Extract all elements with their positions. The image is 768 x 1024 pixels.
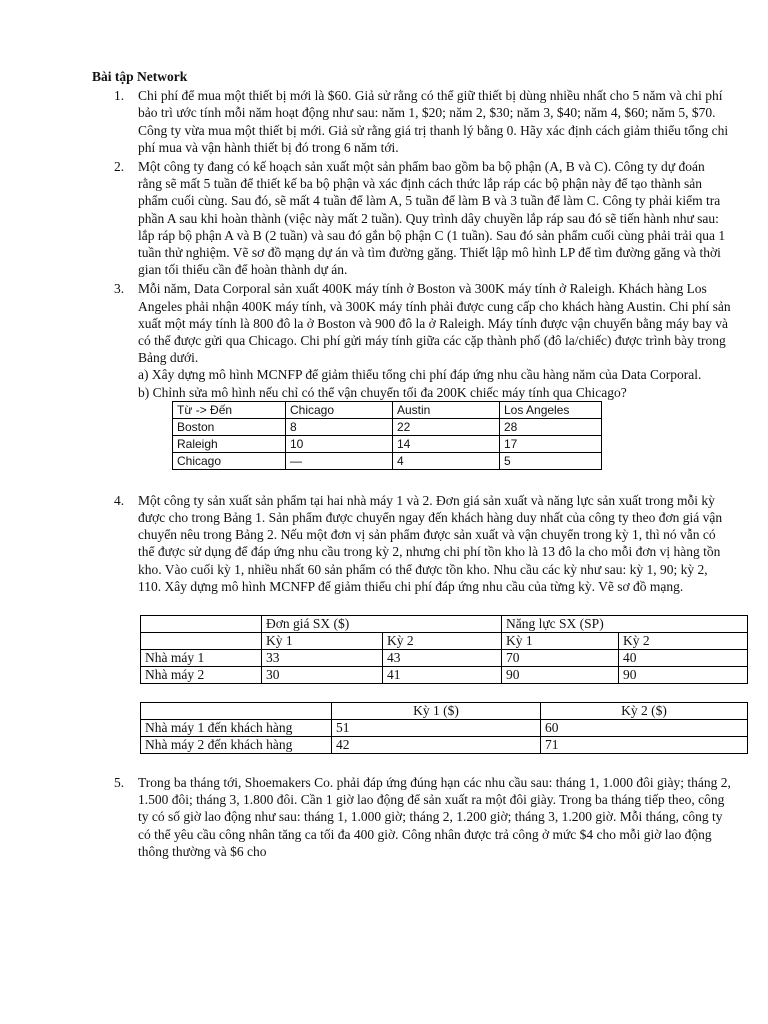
problem-part-b: b) Chỉnh sửa mô hình nếu chỉ có thể vận chuyển tối đa 200K chiếc máy tính qua Chicago? [138, 384, 627, 400]
table-header-row [173, 401, 602, 418]
problem-number: 4. [114, 492, 125, 508]
table-cell: 33 [262, 650, 383, 667]
table-cell: Nhà máy 2 [141, 667, 262, 684]
table-subheader-row [141, 633, 748, 650]
table-cell: 10 [286, 435, 393, 452]
table-row [141, 650, 748, 667]
table-header-cell [141, 616, 262, 633]
problem-2 [92, 158, 732, 278]
table-header-cell: Los Angeles [500, 401, 602, 418]
table-header-cell: Năng lực SX (SP) [502, 616, 748, 633]
table-cell: Boston [173, 418, 286, 435]
table-cell: Chicago [173, 452, 286, 469]
table-row [141, 667, 748, 684]
table-header-cell: Đơn giá SX ($) [262, 616, 502, 633]
table-cell: 5 [500, 452, 602, 469]
problem-5 [92, 774, 732, 860]
table-header-cell: Kỳ 1 [262, 633, 383, 650]
problem-number: 5. [114, 775, 125, 791]
problem-text: Trong ba tháng tới, Shoemakers Co. phải đáp ứng đúng hạn các nhu cầu sau: tháng 1, 1.000 đôi giày; tháng 2, 1.500 đôi; tháng 3, 1.800 đôi. Cần 1 giờ lao động để sản xuất ra một đôi giày. Trong ba tháng tiếp theo, công ty có số giờ lao động như sau: tháng 1, 1.000 giờ; tháng 2, 1.200 giờ; tháng 3, 1.200 giờ. Mỗi tháng, công ty có thể yêu cầu công nhân tăng ca tối đa 400 giờ. Công nhân được trả công ở mức $4 cho mỗi giờ lao động thông thường và $6 cho [138, 775, 731, 859]
transport-cost-table [140, 702, 748, 754]
table-cell: 70 [502, 650, 619, 667]
table-cell: — [286, 452, 393, 469]
table-row [173, 418, 602, 435]
table-cell: 8 [286, 418, 393, 435]
table-header-cell: Kỳ 2 [619, 633, 748, 650]
table-header-cell: Kỳ 2 ($) [541, 703, 748, 720]
table-cell: 41 [383, 667, 502, 684]
table-cell: 60 [541, 720, 748, 737]
document-title: Bài tập Network [92, 69, 188, 84]
table-cell: 42 [332, 737, 541, 754]
table-cell: 17 [500, 435, 602, 452]
table-row [173, 452, 602, 469]
table-cell: 28 [500, 418, 602, 435]
table-cell: Nhà máy 1 [141, 650, 262, 667]
table-row [141, 737, 748, 754]
table-cell: 71 [541, 737, 748, 754]
table-row [173, 435, 602, 452]
problem-number: 3. [114, 281, 125, 297]
problem-4 [92, 492, 732, 754]
table-cell: Nhà máy 2 đến khách hàng [141, 737, 332, 754]
problem-3 [92, 280, 732, 469]
table-header-cell: Kỳ 2 [383, 633, 502, 650]
table-cell: 51 [332, 720, 541, 737]
table-cell: 43 [383, 650, 502, 667]
table-cell: 30 [262, 667, 383, 684]
table-header-cell [141, 633, 262, 650]
problem-1 [92, 87, 732, 156]
table-header-row [141, 703, 748, 720]
problem-text: Chi phí để mua một thiết bị mới là $60. Giả sử rằng có thể giữ thiết bị dùng nhiều nhất cho 5 năm và chi phí bảo trì ước tính mỗi năm hoạt động như sau: năm 1, $20; năm 2, $30; năm 3, $40; năm 4, $60; năm 5, $70. Công ty vừa mua một thiết bị mới. Giả sử rằng giá trị thanh lý bằng 0. Hãy xác định cách giảm thiểu tổng chi phí mua và vận hành thiết bị đó trong 6 năm tới. [138, 88, 729, 155]
table-header-cell: Austin [393, 401, 500, 418]
problem-number: 2. [114, 159, 125, 175]
document-page [92, 68, 732, 862]
table-header-cell [141, 703, 332, 720]
table-cell: 14 [393, 435, 500, 452]
problem-text: Một công ty đang có kế hoạch sản xuất một sản phẩm bao gồm ba bộ phận (A, B và C). Công ty dự đoán rằng sẽ mất 5 tuần để thiết kế ba bộ phận và xác định cách thức lắp ráp các bộ phận này để tạo thành sản phẩm cuối cùng. Sau đó, sẽ mất 4 tuần để làm A, 5 tuần để làm B và 3 tuần để làm C. Công ty phải kiểm tra phần A sau khi hoàn thành (việc này mất 2 tuần). Quy trình dây chuyền lắp ráp sau đó sẽ tiến hành như sau: lắp ráp bộ phận A và B (2 tuần) và sau đó gắn bộ phận C (1 tuần). Sau đó sản phẩm cuối cùng phải trải qua 1 tuần thử nghiệm. Vẽ sơ đồ mạng dự án và tìm đường găng. Thiết lập mô hình LP để tìm đường găng và thời gian tối thiểu cần để hoàn thành dự án. [138, 159, 726, 278]
table-header-cell: Kỳ 1 [502, 633, 619, 650]
table-header-cell: Chicago [286, 401, 393, 418]
problem-text: Một công ty sản xuất sản phẩm tại hai nhà máy 1 và 2. Đơn giá sản xuất và năng lực sản xuất trong mỗi kỳ được cho trong Bảng 1. Sản phẩm được chuyển ngay đến khách hàng duy nhất của công ty theo đơn giá vận chuyển nêu trong Bảng 2. Nếu một đơn vị sản phẩm được sản xuất và vận chuyển trong kỳ 1, thì nó vẫn có thể được sử dụng để đáp ứng nhu cầu trong kỳ 2, nhưng chi phí tồn kho là 13 đô la cho mỗi đơn vị hàng tồn kho. Vào cuối kỳ 1, nhiều nhất 60 sản phẩm có thể được tồn kho. Nhu cầu các kỳ như sau: kỳ 1, 90; kỳ 2, 110. Xây dựng mô hình MCNFP để giảm thiểu chi phí đáp ứng nhu cầu của từng kỳ. Vẽ sơ đồ mạng. [138, 492, 723, 594]
table-cell: Raleigh [173, 435, 286, 452]
table-cell: 40 [619, 650, 748, 667]
table-cell: Nhà máy 1 đến khách hàng [141, 720, 332, 737]
production-table [140, 615, 748, 684]
table-cell: 90 [619, 667, 748, 684]
problem-text: Mỗi năm, Data Corporal sản xuất 400K máy tính ở Boston và 300K máy tính ở Raleigh. Khách hàng Los Angeles phải nhận 400K máy tính, và 300K máy tính phải được cung cấp cho khách hàng Austin. Chi phí sản xuất một máy tính là 800 đô la ở Boston và 900 đô la ở Raleigh. Máy tính được vận chuyển bằng máy bay và có thể được gửi qua Chicago. Chi phí gửi máy tính giữa các cặp thành phố (đô la/chiếc) được trình bày trong Bảng dưới. [138, 281, 731, 366]
table-header-cell: Kỳ 1 ($) [332, 703, 541, 720]
shipping-cost-table [172, 401, 602, 470]
table-cell: 90 [502, 667, 619, 684]
table-header-cell: Từ -> Đến [173, 401, 286, 418]
problem-part-a: a) Xây dựng mô hình MCNFP để giảm thiểu tổng chi phí đáp ứng nhu cầu hàng năm của Data Corporal. [138, 367, 702, 383]
table-cell: 22 [393, 418, 500, 435]
problem-number: 1. [114, 88, 125, 104]
table-row [141, 720, 748, 737]
table-cell: 4 [393, 452, 500, 469]
table-header-row [141, 616, 748, 633]
